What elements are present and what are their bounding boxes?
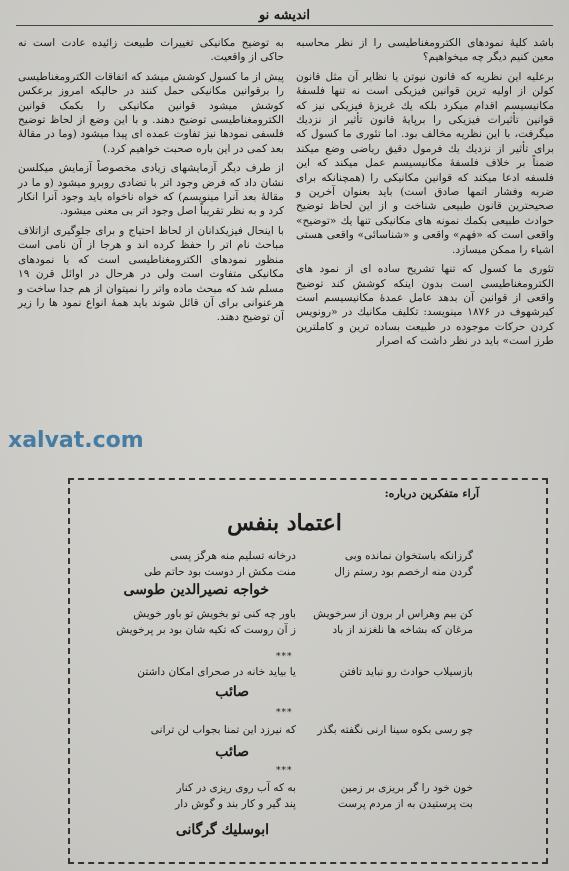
left-column (18, 36, 284, 330)
magazine-title: اندیشه نو (258, 8, 311, 23)
verse-line: کن بیم وهراس ار برون از سرخویش (313, 608, 473, 620)
verse-line: بازسیلاب حوادث رو نباید تافتن (339, 666, 473, 678)
paragraph: به توضیح مکانیکی تغییرات طبیعت زائیده عادت است نه حاکی از واقعیت. (18, 37, 284, 64)
verse-line: مرغان که بشاخه ها نلغزند از باد (332, 624, 473, 636)
verse-line: بت پرستیدن به از مردم پرست (337, 798, 473, 810)
verse-line: یا بیاید خانه در صحرای امکان داشتن (137, 666, 296, 678)
separator-stars: *** (276, 766, 293, 776)
verse-line: که نیرزد این تمنا بجواب لن ترانی (150, 724, 296, 736)
verse-left (96, 606, 296, 638)
verse-line: گرزانکه باستخوان نمانده وبی (344, 550, 473, 562)
header-rule (16, 25, 553, 26)
paragraph: باشد کلیهٔ نمودهای الکترومغناطیسی را از نظر محاسبه معین کنیم دیگر چه میخواهیم؟ (296, 37, 554, 64)
page-header (0, 6, 569, 28)
verse-line: چو رسی بکوه سینا ارنی نگفته بگذر (317, 724, 473, 736)
verse-line: باور چه کنی تو بخویش تو باور خویش (133, 608, 296, 620)
author-name: صائب (215, 744, 249, 760)
separator-stars: *** (276, 652, 293, 662)
verse-line: درخانه تسلیم منه هرگز پسی (170, 550, 296, 562)
quotes-heading: آراء متفکرین درباره: (384, 487, 479, 500)
verse-line: گردن منه ارخصم بود رستم زال (334, 566, 473, 578)
verse-left (96, 722, 296, 738)
author-name: ابوسلیك گرگانی (175, 822, 269, 838)
paragraph: تئوری ما کسول که تنها تشریح ساده ای از نمود های الکترومغناطیسی است بدون اینکه کوشش کند توضیح واقعی از قوانین آن بدهد عامل عمدهٔ مکانیسیسم است کیرشهوف در ۱۸۷۶ مینویسد: تکلیف مکانیك در «رونویس کردن حرکات موجوده در طبیعت بساده ترین و کاملترین طرز است» باید در نظر داشت که اصرار (296, 263, 554, 348)
author-name: صائب (215, 684, 249, 700)
verse-line: پند گیر و کار بند و گوش دار (175, 798, 296, 810)
verse-line: منت مکش ار دوست بود حاتم طی (144, 566, 296, 578)
verse-line: ز آن روست که تکیه شان بود بر پرخویش (116, 624, 296, 636)
verse-left (96, 664, 296, 680)
paragraph: با اینحال فیزیکدانان از لحاظ احتیاج و برای جلوگیری ازاتلاف مباحث نام اتر را حفظ کرده اند و هرجا از آن نامی است منظور نمودهای الکترومغناطیسی است که با نمودهای مکانیکی متفاوت است ولی در هرحال در اوائل قرن ۱۹ مسلم شد که مبحث ماده واتر را نمیتوان از هم جدا ساخت و هرعنوانی برای آن قائل شوند باید همهٔ انواع نمود ها را زیر آن توضیح دهند. (18, 224, 284, 324)
separator-stars: *** (276, 708, 293, 718)
verse-line: خون خود را گر بریزی بر زمین (340, 782, 473, 794)
paragraph: پیش از ما کسول کوشش میشد که اتفاقات الکترومغناطیسی را برقوانین مکانیکی حمل کنند در حالیکه امروز برعکس کوشش میشود قوانین مکانیکی را بکمک قوانین الکترومغناطیسی توضیح دهند. و با این وضع از لحاظ توضیح فلسفی نمودها نیز تفاوت عمده ای پیدا میشود (وما در مقالهٔ بعد کمی در این باره صحبت خواهیم کرد.) (18, 70, 284, 155)
verse-left (96, 548, 296, 580)
paragraph: برعلیه این نظریه که قانون نیوتن یا نظایر آن مثل قانون کولن از اولیه ترین قوانین فیزیکی است نه تنها فلسفهٔ مکانیسیسم اقدام میکرد بلکه یك غریزهٔ فیزیکی نیز که قوانین تأثیرات فیزیکی را برپایهٔ قانون تأثیر از نزدیك میگرفت، با این نظریه مخالف بود. اما تئوری ما کسول که برای تأثیر از نزدیك یك فرمول دقیق ریاضی وضع میکند ضمناً بر خلاف فلسفهٔ مکانیسیسم عمل میکند که این فلسفه ادعا میکند که قوانین مکانیکی را (همچنانکه برای ضربه وفشار اتمها صادق است) باید بعنوان آخرین و صحیحترین قانون طبیعی شناخت و از این لحاظ توضیح حوادث طبیعی بکمك نمونه های مکانیکی تنها یك «توضیح» واقعی است که «فهم» واقعی و «شناسائی» واقعی هستی اشیاء را ممکن میسازد. (296, 70, 554, 256)
quotes-title: اعتماد بنفس (227, 510, 342, 536)
watermark-text: xalvat.com (8, 428, 144, 453)
author-name: خواجه نصیرالدین طوسی (123, 582, 269, 598)
verse-line: به که آب روی ریزی در کنار (176, 782, 296, 794)
paragraph: از طرف دیگر آزمایشهای زیادی مخصوصاً آزمایش میکلسن نشان داد که فرض وجود اتر با تضادی روبرو میشود (و ما در مقالهٔ بعد آنرا مینویسم) که خواه ناخواه باید وجود آنرا انکار کرد و به نظر تقریباً اصل وجود اتر بی معنی میشود. (18, 162, 284, 218)
right-column (296, 36, 554, 354)
verse-left (96, 780, 296, 812)
